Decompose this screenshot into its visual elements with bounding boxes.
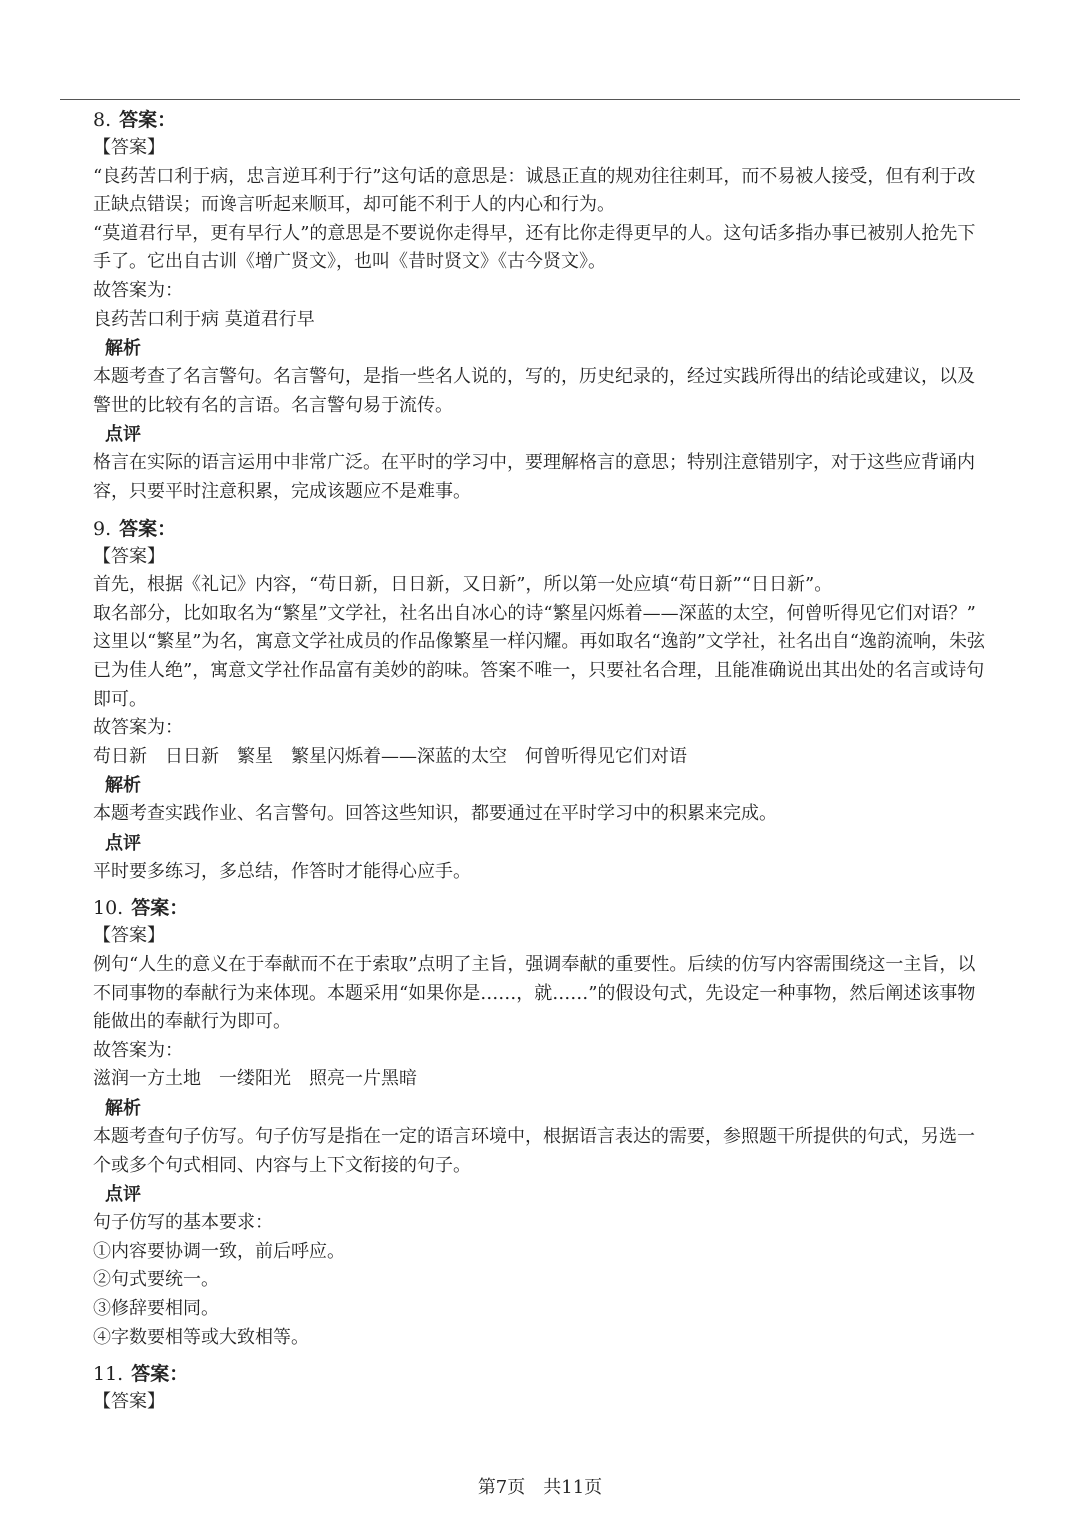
comment-title: 点评 <box>105 1184 141 1206</box>
item-label: 答案： <box>119 109 177 131</box>
analysis-title: 解析 <box>105 338 141 360</box>
item-label: 答案： <box>131 897 189 920</box>
answer-line: 这里以“繁星”为名，寓意文学社成员的作品像繁星一样闪耀。再如取名“逸韵”文学社，社名出自“逸韵流响，朱弦 <box>93 631 986 653</box>
header-rule <box>60 99 1020 100</box>
answer-line: 不同事物的奉献行为来体现。本题采用“如果你是……，就……”的假设句式，先设定一种事物，然后阐述该事物 <box>93 982 976 1004</box>
answer-item-9 <box>93 515 1038 887</box>
answer-line: 正缺点错误；而谗言听起来顺耳，却可能不利于人的内心和行为。 <box>93 194 615 216</box>
answer-line: 能做出的奉献行为即可。 <box>93 1011 291 1033</box>
comment-line: 平时要多练习，多总结，作答时才能得心应手。 <box>93 860 471 882</box>
answer-line: “良药苦口利于病，忠言逆耳利于行”这句话的意思是：诚恳正直的规劝往往刺耳，而不易被人接受，但有利于改 <box>93 165 976 187</box>
answer-tag: 【答案】 <box>93 1391 165 1413</box>
analysis-title: 解析 <box>105 1098 141 1120</box>
item-label: 答案： <box>119 517 177 540</box>
answer-item-11 <box>93 1360 1038 1417</box>
answer-item-8 <box>93 106 1038 507</box>
item-heading <box>93 894 1038 922</box>
item-number: 9. <box>93 517 112 540</box>
comment-line: ③修辞要相同。 <box>93 1298 219 1319</box>
answer-line: 手了。它出自古训《增广贤文》，也叫《昔时贤文》《古今贤文》。 <box>93 251 606 273</box>
comment-line: ②句式要统一。 <box>93 1269 219 1291</box>
answer-line: 苟日新 日日新 繁星 繁星闪烁着——深蓝的太空 何曾听得见它们对语 <box>93 745 687 767</box>
answer-line: 首先，根据《礼记》内容，“苟日新，日日新，又日新”，所以第一处应填“苟日新”“日日新”。 <box>93 574 833 596</box>
analysis-line: 本题考查句子仿写。句子仿写是指在一定的语言环境中，根据语言表达的需要，参照题干所提供的句式，另选一 <box>93 1126 975 1148</box>
comment-line: 容，只要平时注意积累，完成该题应不是难事。 <box>93 480 471 502</box>
item-number: 11. <box>93 1363 124 1386</box>
answer-line: 例句“人生的意义在于奉献而不在于索取”点明了主旨，强调奉献的重要性。后续的仿写内容需围绕这一主旨，以 <box>93 954 976 976</box>
comment-line: ④字数要相等或大致相等。 <box>93 1326 309 1348</box>
item-label: 答案： <box>131 1363 189 1386</box>
item-heading <box>93 1360 1038 1388</box>
comment-title: 点评 <box>105 424 141 446</box>
answer-line: 故答案为： <box>93 1039 183 1061</box>
answer-tag: 【答案】 <box>93 545 165 567</box>
comment-title: 点评 <box>105 832 141 854</box>
analysis-line: 本题考查了名言警句。名言警句，是指一些名人说的，写的，历史纪录的，经过实践所得出的结论或建议，以及 <box>93 366 975 388</box>
answer-item-10 <box>93 894 1038 1352</box>
answer-line: 即可。 <box>93 688 147 710</box>
answer-line: 良药苦口利于病 莫道君行早 <box>93 308 315 330</box>
item-heading <box>93 106 1038 134</box>
answer-tag: 【答案】 <box>93 925 165 947</box>
comment-line: 格言在实际的语言运用中非常广泛。在平时的学习中，要理解格言的意思；特别注意错别字，对于这些应背诵内 <box>93 452 975 474</box>
answer-line: 故答案为： <box>93 717 183 739</box>
analysis-line: 警世的比较有名的言语。名言警句易于流传。 <box>93 394 453 416</box>
item-heading <box>93 515 1038 543</box>
answer-line: 滋润一方土地 一缕阳光 照亮一片黑暗 <box>93 1068 417 1090</box>
answer-line: 取名部分，比如取名为“繁星”文学社，社名出自冰心的诗“繁星闪烁着——深蓝的太空，何曾听得见它们对语？” <box>93 602 976 624</box>
item-number: 10. <box>93 897 124 920</box>
answer-tag: 【答案】 <box>93 137 165 158</box>
analysis-line: 个或多个句式相同、内容与上下文衔接的句子。 <box>93 1154 471 1176</box>
comment-line: ①内容要协调一致，前后呼应。 <box>93 1240 345 1262</box>
item-number: 8. <box>93 109 112 131</box>
comment-line: 句子仿写的基本要求： <box>93 1212 273 1234</box>
analysis-title: 解析 <box>105 775 141 797</box>
answer-line: 故答案为： <box>93 279 183 301</box>
page-content <box>93 106 1038 1425</box>
page-footer: 第7页 共11页 <box>477 1477 603 1498</box>
answer-line: “莫道君行早，更有早行人”的意思是不要说你走得早，还有比你走得更早的人。这句话多指办事已被别人抢先下 <box>93 222 976 244</box>
answer-line: 已为佳人绝”，寓意文学社作品富有美妙的韵味。答案不唯一，只要社名合理，且能准确说出其出处的名言或诗句 <box>93 659 985 681</box>
analysis-line: 本题考查实践作业、名言警句。回答这些知识，都要通过在平时学习中的积累来完成。 <box>93 803 777 825</box>
